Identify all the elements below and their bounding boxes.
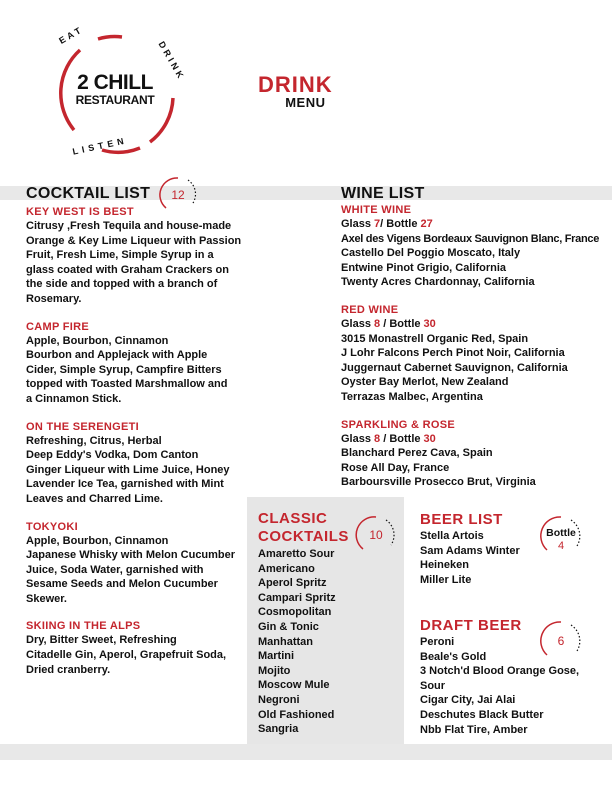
page-title [258, 74, 333, 109]
classic-cocktail-item: Gin & Tonic [258, 620, 319, 633]
wine-item: Blanchard Perez Cava, Spain [341, 447, 493, 460]
classic-cocktail-item: Americano [258, 562, 315, 575]
beer-item: Sam Adams Winter [420, 544, 520, 557]
cocktail-desc-line: Ginger Liqueur with Lime Juice, Honey [26, 463, 230, 476]
glass-label: Glass [341, 432, 375, 445]
cocktail-name: ON THE SERENGETI [26, 420, 139, 433]
wine-item: Oyster Bay Merlot, New Zealand [341, 376, 509, 389]
cocktail-list [26, 205, 251, 677]
red-wine-section [341, 303, 606, 405]
cocktail-list-heading: COCKTAIL LIST [26, 185, 151, 202]
cocktail-desc-line: the side and topped with a branch of [26, 278, 218, 291]
restaurant-name-line1: 2 CHILL [77, 71, 153, 94]
white-wine-section [341, 203, 606, 290]
draft-price: 6 [557, 634, 565, 648]
glass-price: 7 [374, 218, 381, 230]
page-title-drink: DRINK [258, 72, 333, 97]
cocktail-desc-line: Lavender Ice Tea, garnished with Mint [26, 478, 224, 491]
cocktail-desc-line: Leaves and Charred Lime. [26, 492, 163, 505]
classic-cocktail-item: Moscow Mule [258, 679, 330, 692]
wine-item: Juggernaut Cabernet Sauvignon, California [341, 361, 568, 374]
cocktail-desc-line: Juice, Soda Water, garnished with [26, 563, 204, 576]
cocktail-desc-line: Cider, Simple Syrup, Campfire Bitters [26, 363, 222, 376]
cocktail-desc-line: topped with Toasted Marshmallow and [26, 378, 228, 391]
white-wine-heading: WHITE WINE [341, 204, 412, 216]
classic-cocktails-heading-line2: COCKTAILS [258, 528, 349, 545]
red-wine-price-line [341, 317, 606, 332]
draft-beer-item: Deschutes Black Butter [420, 708, 544, 721]
draft-beer-item: Cigar City, Jai Alai [420, 694, 516, 707]
cocktail-name: SKIING IN THE ALPS [26, 620, 141, 633]
cocktail-desc-line: Skewer. [26, 592, 67, 605]
footer-band [0, 744, 612, 760]
beer-list [420, 511, 550, 587]
restaurant-name [67, 72, 163, 106]
cocktail-price: 12 [171, 188, 185, 202]
classic-cocktail-item: Amaretto Sour [258, 548, 335, 560]
white-wine-price-line [341, 217, 606, 232]
wine-item: 3015 Monastrell Organic Red, Spain [341, 332, 529, 345]
wine-item: Barboursville Prosecco Brut, Virginia [341, 476, 536, 489]
cocktail-desc-line: Dry, Bitter Sweet, Refreshing [26, 634, 177, 647]
draft-beer-item: Peroni [420, 636, 455, 648]
cocktail-desc-line: Japanese Whisky with Melon Cucumber [26, 549, 236, 562]
cocktail-item [26, 420, 251, 507]
cocktail-name: KEY WEST IS BEST [26, 206, 134, 218]
cocktail-item [26, 619, 251, 677]
classic-cocktail-item: Sangria [258, 723, 299, 736]
logo-ring-word-right: DRINK [156, 39, 187, 83]
cocktail-desc-line: Sesame Seeds and Melon Cucumber [26, 578, 218, 591]
glass-price: 8 [374, 317, 381, 330]
classic-cocktail-item: Aperol Spritz [258, 577, 327, 590]
logo-ring-word-top: EAT [57, 24, 86, 46]
cocktail-desc-line: Apple, Bourbon, Cinnamon [26, 334, 169, 347]
cocktail-item [26, 520, 251, 607]
classic-cocktail-item: Cosmopolitan [258, 606, 332, 619]
classic-cocktail-item: Old Fashioned [258, 708, 335, 721]
cocktail-item [26, 320, 251, 407]
classic-cocktail-item: Mojito [258, 664, 291, 677]
wine-list [341, 203, 606, 490]
red-wine-heading: RED WINE [341, 303, 399, 316]
wine-item: Entwine Pinot Grigio, California [341, 261, 507, 274]
wine-item: Rose All Day, France [341, 461, 450, 474]
classic-cocktail-item: Manhattan [258, 635, 313, 648]
restaurant-name-line2: RESTAURANT [75, 93, 155, 107]
bottle-price: 30 [423, 432, 436, 445]
logo-ring-word-bottom: LISTEN [71, 135, 129, 157]
cocktail-desc-line: Rosemary. [26, 292, 82, 305]
classic-price: 10 [369, 528, 383, 542]
beer-list-heading: BEER LIST [420, 511, 503, 528]
sparkling-price-line [341, 432, 606, 447]
cocktail-name: TOKYOKI [26, 520, 79, 533]
wine-item: Twenty Acres Chardonnay, California [341, 276, 535, 289]
glass-label: Glass [341, 317, 375, 330]
classic-cocktail-item: Negroni [258, 693, 300, 706]
draft-beer-item: Beale's Gold [420, 650, 487, 663]
cocktail-desc-line: Citrusy ,Fresh Tequila and house-made [26, 220, 232, 232]
cocktail-desc-line: a Cinnamon Stick. [26, 392, 122, 405]
wine-item: J Lohr Falcons Perch Pinot Noir, California [341, 347, 565, 360]
draft-beer-heading: DRAFT BEER [420, 617, 522, 634]
cocktail-desc-line: Apple, Bourbon, Cinnamon [26, 534, 169, 547]
glass-price: 8 [374, 432, 381, 445]
cocktail-desc-line: Deep Eddy's Vodka, Dom Canton [26, 449, 199, 462]
cocktail-desc-line: Refreshing, Citrus, Herbal [26, 434, 162, 447]
cocktail-item [26, 205, 251, 307]
bottle-label: / Bottle [380, 317, 424, 330]
bottle-price: 27 [420, 218, 433, 230]
page-title-menu: MENU [285, 95, 326, 110]
wine-item: Axel des Vigens Bordeaux Sauvignon Blanc, France [341, 232, 600, 245]
classic-cocktails-heading-line1: CLASSIC [258, 510, 328, 527]
wine-item: Terrazas Malbec, Argentina [341, 390, 483, 403]
bottle-label: / Bottle [380, 218, 421, 230]
cocktail-desc-line: Dried cranberry. [26, 663, 111, 676]
wine-item: Castello Del Poggio Moscato, Italy [341, 247, 521, 260]
beer-item: Heineken [420, 559, 469, 572]
cocktail-desc-line: Bourbon and Applejack with Apple [26, 349, 208, 362]
classic-cocktail-item: Martini [258, 650, 295, 663]
sparkling-rose-section [341, 418, 606, 490]
cocktail-desc-line: Fruit, Fresh Lime, Simple Syrup in a [26, 249, 214, 262]
bottle-label: / Bottle [380, 432, 424, 445]
wine-list-heading: WINE LIST [341, 185, 425, 202]
draft-beer-item: Sour [420, 679, 446, 692]
cocktail-desc-line: glass coated with Graham Crackers on [26, 263, 229, 276]
classic-cocktail-item: Campari Spritz [258, 591, 336, 604]
cocktail-name: CAMP FIRE [26, 320, 90, 333]
glass-label: Glass [341, 218, 375, 230]
cocktail-desc-line: Orange & Key Lime Liqueur with Passion [26, 234, 242, 247]
sparkling-rose-heading: SPARKLING & ROSE [341, 418, 455, 431]
beer-price: 4 [557, 540, 565, 552]
bottle-price: 30 [423, 317, 436, 330]
cocktail-desc-line: Citadelle Gin, Aperol, Grapefruit Soda, [26, 649, 227, 662]
beer-price-label: Bottle [546, 527, 576, 539]
beer-item: Stella Artois [420, 530, 484, 542]
draft-beer-item: 3 Notch'd Blood Orange Gose, [420, 665, 580, 678]
beer-item: Miller Lite [420, 573, 472, 586]
draft-beer-item: Nbb Flat Tire, Amber [420, 723, 528, 736]
